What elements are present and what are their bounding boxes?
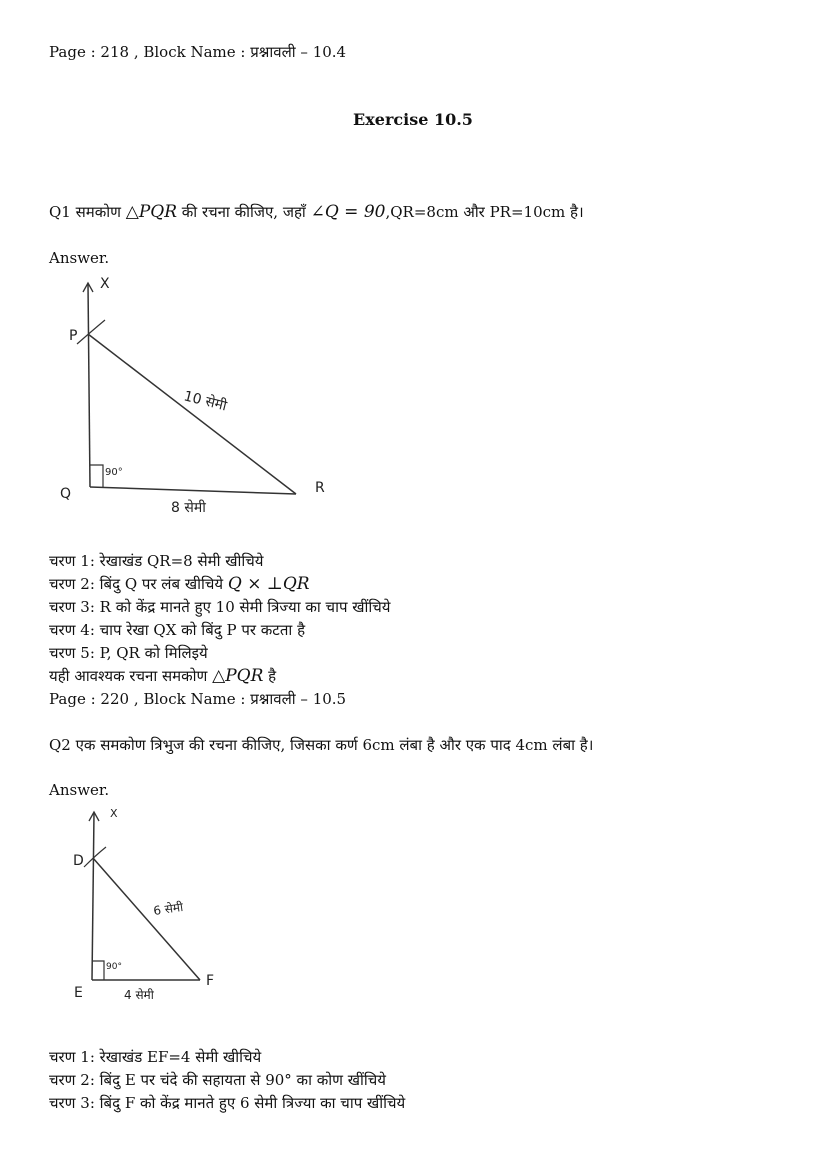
label-d: D: [73, 853, 84, 869]
q1-mid: की रचना कीजिए, जहाँ: [177, 203, 311, 221]
q1-step-5: चरण 5: P, QR को मिलिइये: [49, 644, 208, 662]
perpendicular-ex: [92, 813, 94, 980]
label-hypotenuse: 10 सेमी: [182, 388, 229, 415]
label-base-2: 4 सेमी: [124, 988, 154, 1002]
arc-at-d: [84, 847, 106, 867]
base-qr: [90, 487, 296, 494]
q1-steps: [49, 552, 391, 713]
right-angle-mark-2: [92, 961, 104, 980]
q2-step-3: चरण 3: बिंदु F को केंद्र मानते हुए 6 सेमी त्रिज्या का चाप खींचिये: [49, 1094, 406, 1112]
question-2: Q2 एक समकोण त्रिभुज की रचना कीजिए, जिसका कर्ण 6cm लंबा है और एक पाद 4cm लंबा है।: [49, 736, 594, 754]
label-x: X: [100, 276, 110, 292]
figure-triangle-pqr: [55, 272, 355, 527]
label-q: Q: [60, 486, 72, 502]
q1-angle: ∠Q = 90: [310, 202, 386, 222]
question-1: [49, 203, 584, 221]
q1-step-6-text: यही आवश्यक रचना समकोण: [49, 667, 213, 685]
page-header-2: Page : 220 , Block Name : प्रश्नावली – 10.5: [49, 690, 347, 708]
q1-step-2-text: चरण 2: बिंदु Q पर लंब खीचिये: [49, 575, 228, 593]
label-e: E: [74, 985, 83, 1001]
label-angle: 90°: [105, 467, 123, 478]
answer-label-2: Answer.: [49, 781, 110, 799]
q1-step-2-math: Q × ⊥QR: [227, 574, 310, 594]
q1-step-6-math: △PQR: [212, 666, 264, 686]
label-f: F: [206, 973, 215, 989]
q1-step-6: [49, 667, 391, 690]
label-p: P: [69, 328, 78, 344]
label-base: 8 सेमी: [171, 500, 206, 516]
label-angle-2: 90°: [106, 962, 122, 972]
q1-prefix: Q1 समकोण: [49, 203, 126, 221]
q2-step-2: चरण 2: बिंदु E पर चंदे की सहायता से 90° का कोण खींचिये: [49, 1071, 387, 1089]
right-angle-mark: [90, 465, 103, 487]
q2-steps: [49, 1048, 405, 1117]
label-r: R: [315, 480, 325, 496]
exercise-title: Exercise 10.5: [353, 110, 473, 129]
q1-step-6-end: है: [263, 667, 277, 685]
q1-triangle: △PQR: [125, 202, 177, 222]
figure-triangle-def: [60, 803, 235, 1013]
q2-step-1: चरण 1: रेखाखंड EF=4 सेमी खीचिये: [49, 1048, 262, 1066]
page-header-1: Page : 218 , Block Name : प्रश्नावली – 10.4: [49, 43, 347, 61]
q1-step-3: चरण 3: R को केंद्र मानते हुए 10 सेमी त्रिज्या का चाप खींचिये: [49, 598, 391, 616]
q1-step-1: चरण 1: रेखाखंड QR=8 सेमी खीचिये: [49, 552, 264, 570]
perpendicular-qx: [88, 284, 90, 487]
label-hypotenuse-2: 6 सेमी: [152, 899, 184, 918]
label-x2: X: [110, 807, 118, 820]
answer-label-1: Answer.: [49, 249, 110, 267]
q1-step-2: [49, 575, 391, 598]
arc-at-p: [77, 320, 105, 344]
q1-suffix: ,QR=8cm और PR=10cm है।: [385, 203, 584, 221]
q1-step-4: चरण 4: चाप रेखा QX को बिंदु P पर कटता है: [49, 621, 306, 639]
